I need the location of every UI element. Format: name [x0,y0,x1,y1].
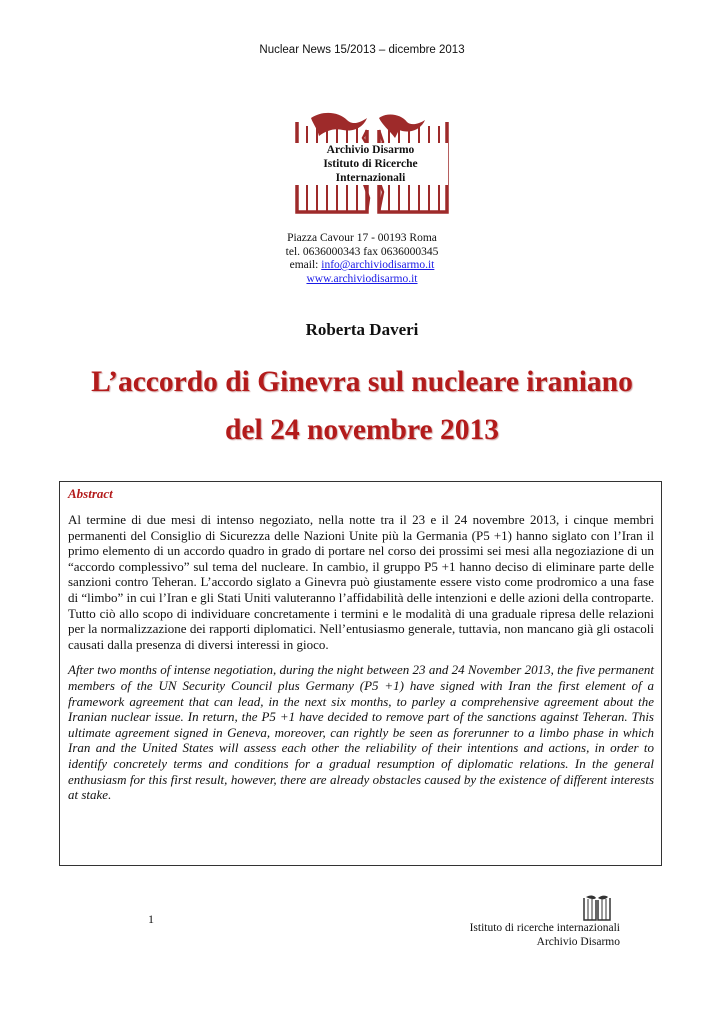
abstract-label: Abstract [68,486,113,501]
logo-line-2: Istituto di Ricerche Internazionali [323,158,418,184]
footer-line-2: Archivio Disarmo [536,935,620,948]
abstract-english-text: After two months of intense negotiation, during the night between 23 and 24 November 2013, the five permanent members of the UN Security Council plus Germany (P5 +1) have signed with Iran the first element of a framework agreement that can lead, in the next six months, to parley a comprehensive agreement about the Iranian nuclear issue. In return, the P5 +1 have decided to remove part of the sanctions against Teheran. This ultimate agreement signed in Geneva, moreover, can rightly be seen as forerunner to a limbo phase in which Iran and the United States will assess each other the reliability of their intentions and actions, in order to identify concretely terms and conditions for a gradual resumption of diplomatic relations. In the general enthusiasm for this first result, however, there are already obstacles caused by the existence of different interests at stake. [68,662,654,803]
archivio-disarmo-logo [283,108,458,222]
page-header: Nuclear News 15/2013 – dicembre 2013 [259,44,465,56]
footer-book-icon [582,894,612,922]
abstract-box [59,481,662,866]
document-title-line-1: L’accordo di Ginevra sul nucleare iraniano [91,366,633,398]
contact-phone: tel. 0636000343 fax 0636000345 [285,245,439,258]
page-number: 1 [148,912,154,926]
contact-block [0,232,724,286]
footer-institution [430,922,620,949]
logo-line-1: Archivio Disarmo [326,144,415,156]
abstract-italian-text: Al termine di due mesi di intenso negoziato, nella notte tra il 23 e il 24 novembre 2013, i cinque membri permanenti del Consiglio di Sicurezza delle Nazioni Unite più la Germania (P5 +1) hanno siglato con l’Iran il primo elemento di un accordo quadro in grado di portare nel corso dei prossimi sei mesi alla negoziazione di un “accordo complessivo” sul tema del nucleare. In cambio, il gruppo P5 +1 hanno deciso di eliminare parte delle sanzioni contro Teheran. L’accordo siglato a Ginevra può giustamente essere visto come prodromico a una fase di “limbo” in cui l’Iran e gli Stati Uniti valuteranno l’affidabilità delle intenzioni e delle azioni della controparte. Tutto ciò allo scopo di individuare concretamente i termini e le modalità di una graduale ripresa delle relazioni per la normalizzazione dei rapporti diplomatici. Nell’entusiasmo generale, tuttavia, non mancano già gli ostacoli causati dalla presenza di diversi interessi in gioco. [68,512,655,652]
contact-website-link[interactable]: www.archiviodisarmo.it [306,272,418,285]
document-title-line-2: del 24 novembre 2013 [225,414,499,446]
author-name: Roberta Daveri [305,320,419,339]
contact-email-row [0,259,724,273]
contact-address: Piazza Cavour 17 - 00193 Roma [287,232,437,244]
contact-email-label: email: [289,259,322,271]
footer-line-1: Istituto di ricerche internazionali [469,922,620,934]
contact-email-link[interactable]: info@archiviodisarmo.it [321,259,435,271]
